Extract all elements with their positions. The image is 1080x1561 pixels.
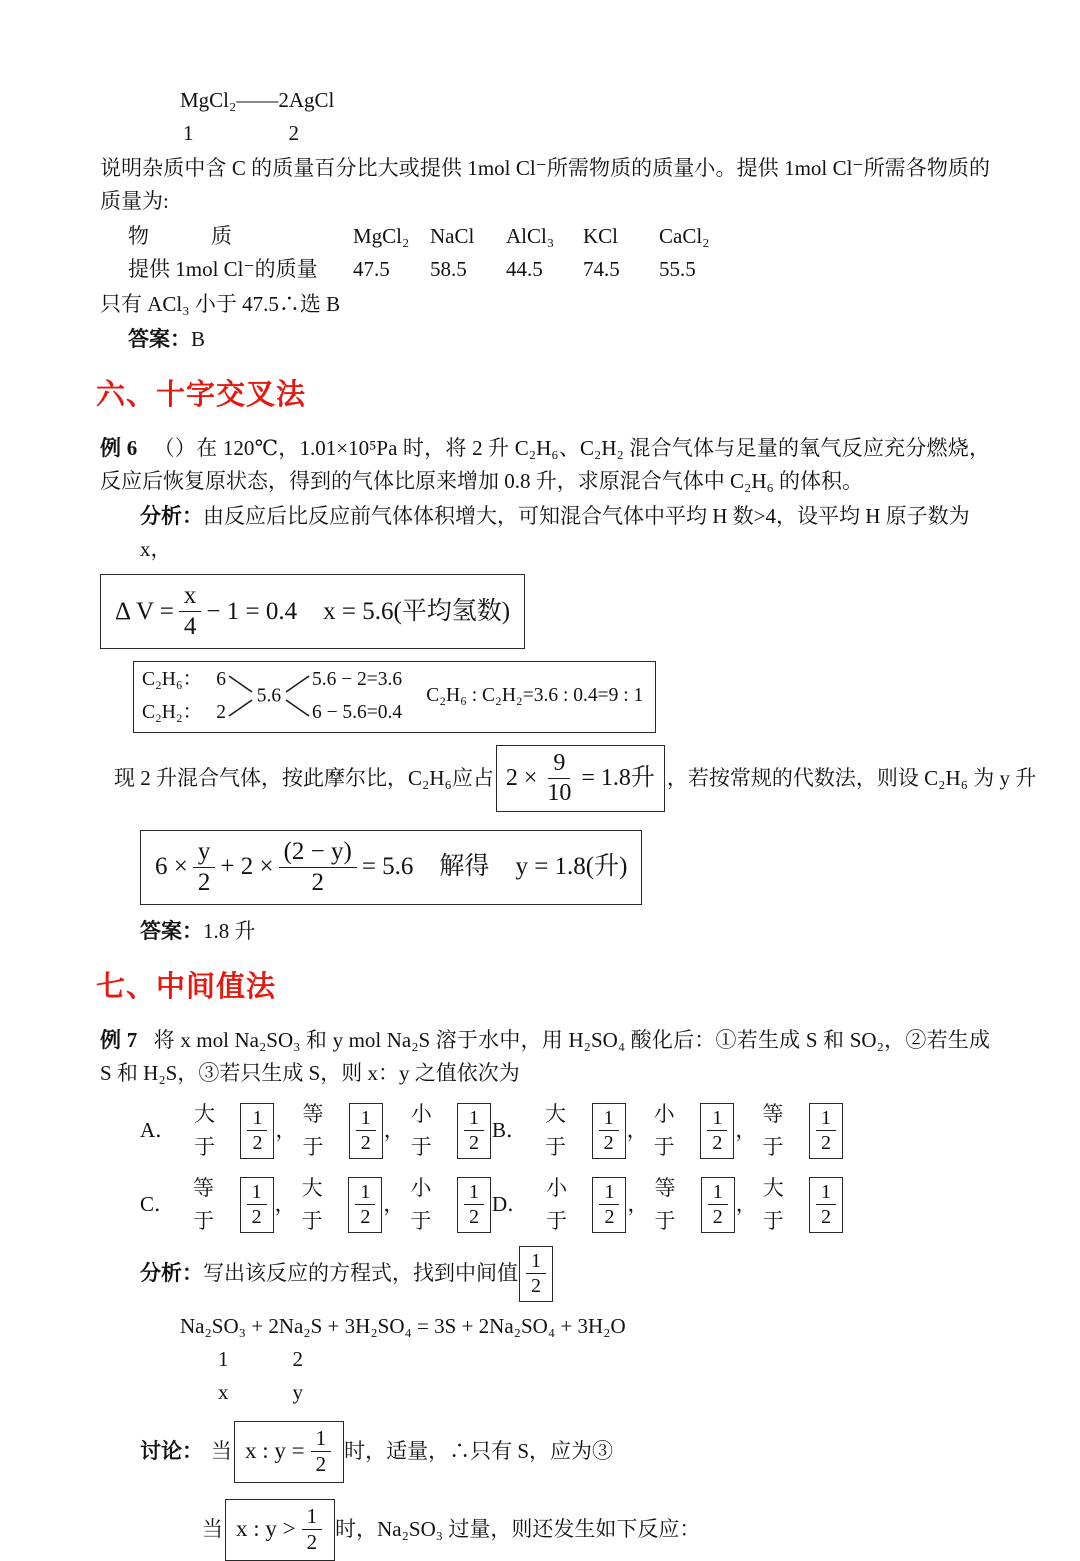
f2-result: y = 1.8(升)	[515, 853, 628, 881]
f2-mid: + 2 ×	[220, 853, 274, 881]
mid-line-before: 现 2 升混合气体，按此摩尔比，C₂H₆应占	[114, 765, 494, 790]
boxed-half-fraction: $\frac{1}{2}$	[809, 1177, 843, 1233]
analysis-7-text: 写出该反应的方程式，找到中间值	[203, 1261, 518, 1286]
discussion-line-2	[202, 1499, 990, 1561]
example-6-text: （）在 120℃，1.01×10⁵Pa 时，将 2 升 C₂H₆、C₂H₂ 混合气体与足量的氧气反应充分燃烧，反应后恢复原状态，得到的气体比原来增加 0.8 升，求原混合气体中 C₂H₆ 的体积。	[100, 436, 991, 493]
box-pre: 2 ×	[505, 764, 538, 791]
condition-box-greater	[225, 1499, 335, 1561]
formula-result: x = 5.6(平均氢数)	[323, 597, 511, 625]
coefficient-line	[183, 117, 990, 150]
analysis-7	[140, 1246, 990, 1302]
table-header-substance	[128, 220, 232, 253]
option-d-term-2: 等于	[654, 1175, 676, 1233]
cross-diagonals	[226, 667, 312, 725]
answer-value: B	[191, 327, 206, 351]
analysis-label: 分析：	[140, 504, 203, 528]
fraction-2-minus-y-over-2: $\frac{(2 - y)}{2}$	[279, 838, 357, 897]
example-6-label: 例 6	[100, 436, 138, 460]
option-c	[140, 1172, 492, 1238]
option-b-term-3: 等于	[762, 1101, 784, 1159]
separator: ，	[627, 1192, 649, 1217]
var-y: y	[292, 1379, 303, 1404]
boxed-half-fraction: $\frac{1}{2}$	[700, 1103, 734, 1159]
example-7-label: 例 7	[100, 1027, 138, 1052]
answer-line-5	[128, 323, 990, 356]
conclusion-text: 只有 ACl₃ 小于 47.5∴选 B	[100, 292, 341, 316]
analysis-label: 分析：	[140, 1261, 203, 1286]
coefficient-2: 2	[288, 121, 299, 145]
f2-pre: 6 ×	[155, 853, 188, 881]
inline-formula-box-1-8	[496, 745, 665, 812]
boxed-half-fraction: $\frac{1}{2}$	[349, 1103, 383, 1159]
disc1-pre: 当	[211, 1439, 232, 1464]
boxed-half-fraction: $\frac{1}{2}$	[348, 1177, 382, 1233]
separator: ，	[735, 1192, 757, 1217]
fraction-x-over-4: $\frac{x}{4}$	[179, 582, 202, 641]
section-heading-6: 六、十字交叉法	[96, 379, 307, 411]
boxed-half-fraction: $\frac{1}{2}$	[240, 1177, 274, 1233]
mid-line-after: ，若按常规的代数法，则设 C₂H₆ 为 y 升	[666, 765, 1037, 790]
f2-eq: = 5.6	[361, 853, 414, 881]
explanation-text: 说明杂质中含 C 的质量百分比大或提供 1mol Cl⁻所需物质的质量小。提供 1mol Cl⁻所需各物质的质量为:	[100, 156, 990, 213]
substance-table	[128, 220, 990, 286]
fraction-1-over-2: $\frac{1}{2}$	[302, 1505, 323, 1555]
substance-cell: MgCl₂	[353, 224, 410, 248]
option-c-term-3: 小于	[410, 1175, 432, 1233]
boxed-half-fraction: $\frac{1}{2}$	[457, 1103, 491, 1159]
option-d-term-3: 大于	[762, 1175, 784, 1233]
cross-right-column	[312, 667, 402, 725]
option-b	[492, 1098, 844, 1164]
disc2-post: 时，Na₂SO₃ 过量，则还发生如下反应：	[335, 1517, 701, 1542]
table-row-label: 提供 1mol Cl⁻的质量	[128, 257, 318, 281]
separator: ，	[275, 1118, 297, 1143]
separator: ，	[274, 1192, 296, 1217]
section-heading-7: 七、中间值法	[96, 970, 277, 1003]
separator: ，	[383, 1118, 405, 1143]
variable-row	[218, 1376, 990, 1409]
mole-ratio-line	[114, 745, 1037, 812]
answer-line-6	[140, 915, 990, 948]
cross-row1-value: 6	[216, 669, 226, 690]
header-char-zhi: 质	[211, 224, 232, 248]
coefficient-row	[218, 1343, 990, 1376]
cross-center-value: 5.6	[256, 685, 282, 707]
condition-text: x : y =	[245, 1438, 305, 1464]
option-a-term-2: 等于	[302, 1101, 324, 1159]
separator: ，	[735, 1118, 757, 1143]
options-row-cd	[140, 1172, 990, 1238]
boxed-half-fraction: $\frac{1}{2}$	[592, 1177, 626, 1233]
answer-value: 1.8 升	[203, 918, 256, 943]
substance-cell: NaCl	[430, 224, 475, 248]
boxed-half-fraction: $\frac{1}{2}$	[701, 1177, 735, 1233]
separator: ，	[626, 1118, 648, 1143]
condition-box-equal	[234, 1421, 344, 1483]
disc1-post: 时，适量，∴只有 S，应为③	[344, 1439, 614, 1464]
mass-cell: 74.5	[583, 257, 620, 281]
mass-cell: 58.5	[430, 257, 467, 281]
options-row-ab	[140, 1098, 990, 1164]
option-b-term-1: 大于	[545, 1101, 567, 1159]
option-d-term-1: 小于	[546, 1175, 568, 1233]
cross-row2-label: C₂H₂：	[142, 701, 203, 723]
formula-lead: Δ V =	[115, 597, 174, 625]
coefficient-1: 1	[183, 121, 194, 145]
condition-text: x : y >	[236, 1516, 296, 1542]
option-b-label: B．	[492, 1118, 528, 1143]
fraction-9-over-10: $\frac{9}{10}$	[547, 750, 572, 806]
formula-box-algebra	[140, 830, 642, 905]
option-d	[492, 1172, 844, 1238]
analysis-6	[140, 500, 990, 566]
mass-cell: 47.5	[353, 257, 390, 281]
coeff-2: 2	[292, 1346, 303, 1371]
boxed-half-fraction: $\frac{1}{2}$	[240, 1103, 274, 1159]
cross-method-box	[133, 661, 656, 733]
fraction-y-over-2: $\frac{y}{2}$	[193, 838, 216, 897]
mass-cell: 44.5	[506, 257, 543, 281]
option-a-term-3: 小于	[410, 1101, 432, 1159]
boxed-half-fraction: $\frac{1}{2}$	[519, 1246, 553, 1302]
reaction-equation-mgcl2: MgCl₂——2AgCl	[180, 88, 335, 112]
substance-cell: CaCl₂	[659, 224, 710, 248]
mass-cell: 55.5	[659, 257, 696, 281]
example-6-paragraph	[100, 432, 990, 498]
header-char-wu: 物	[128, 224, 149, 248]
cross-row2-value: 2	[216, 701, 226, 723]
cross-row1-label: C₂H₆：	[142, 669, 203, 690]
option-d-label: D．	[492, 1192, 529, 1217]
cross-result-top: 5.6 − 2=3.6	[311, 669, 403, 690]
var-x: x	[218, 1379, 229, 1404]
answer-label: 答案：	[128, 327, 191, 351]
option-c-label: C．	[140, 1192, 176, 1217]
option-a	[140, 1098, 492, 1164]
separator: ，	[383, 1192, 405, 1217]
substance-cell: AlCl₃	[506, 224, 555, 248]
answer-label: 答案：	[140, 918, 203, 943]
option-b-term-2: 小于	[653, 1101, 675, 1159]
boxed-half-fraction: $\frac{1}{2}$	[592, 1103, 626, 1159]
option-c-term-1: 等于	[193, 1175, 215, 1233]
option-a-term-1: 大于	[194, 1101, 216, 1159]
formula-rest: − 1 = 0.4	[206, 597, 298, 625]
f2-solve: 解得	[439, 853, 490, 881]
example-7-paragraph	[100, 1024, 990, 1090]
substance-cell: KCl	[583, 224, 619, 248]
fraction-1-over-2: $\frac{1}{2}$	[311, 1427, 332, 1477]
boxed-half-fraction: $\frac{1}{2}$	[809, 1103, 843, 1159]
cross-ratio-result: C₂H₆ : C₂H₂=3.6 : 0.4=9 : 1	[426, 685, 644, 707]
discussion-line-1	[140, 1421, 990, 1483]
coeff-1: 1	[218, 1346, 229, 1371]
reaction-equation-na2so3: Na₂SO₃ + 2Na₂S + 3H₂SO₄ = 3S + 2Na₂SO₄ + 3H₂O	[180, 1313, 626, 1338]
option-c-term-2: 大于	[301, 1175, 323, 1233]
disc2-pre: 当	[202, 1517, 223, 1542]
discussion-label: 讨论：	[140, 1439, 203, 1464]
boxed-half-fraction: $\frac{1}{2}$	[457, 1177, 491, 1233]
example-7-text: 将 x mol Na₂SO₃ 和 y mol Na₂S 溶于水中，用 H₂SO₄ 酸化后：①若生成 S 和 SO₂，②若生成 S 和 H₂S，③若只生成 S，则 x：y 之值依次为	[100, 1027, 991, 1085]
box-post: = 1.8升	[581, 764, 655, 791]
formula-box-delta-v	[100, 574, 525, 649]
analysis-6-text: 由反应后比反应前气体体积增大，可知混合气体中平均 H 数>4，设平均 H 原子数为 x，	[140, 504, 970, 561]
cross-left-column	[142, 667, 226, 725]
cross-result-bottom: 6 − 5.6=0.4	[311, 701, 403, 723]
option-a-label: A．	[140, 1118, 177, 1143]
